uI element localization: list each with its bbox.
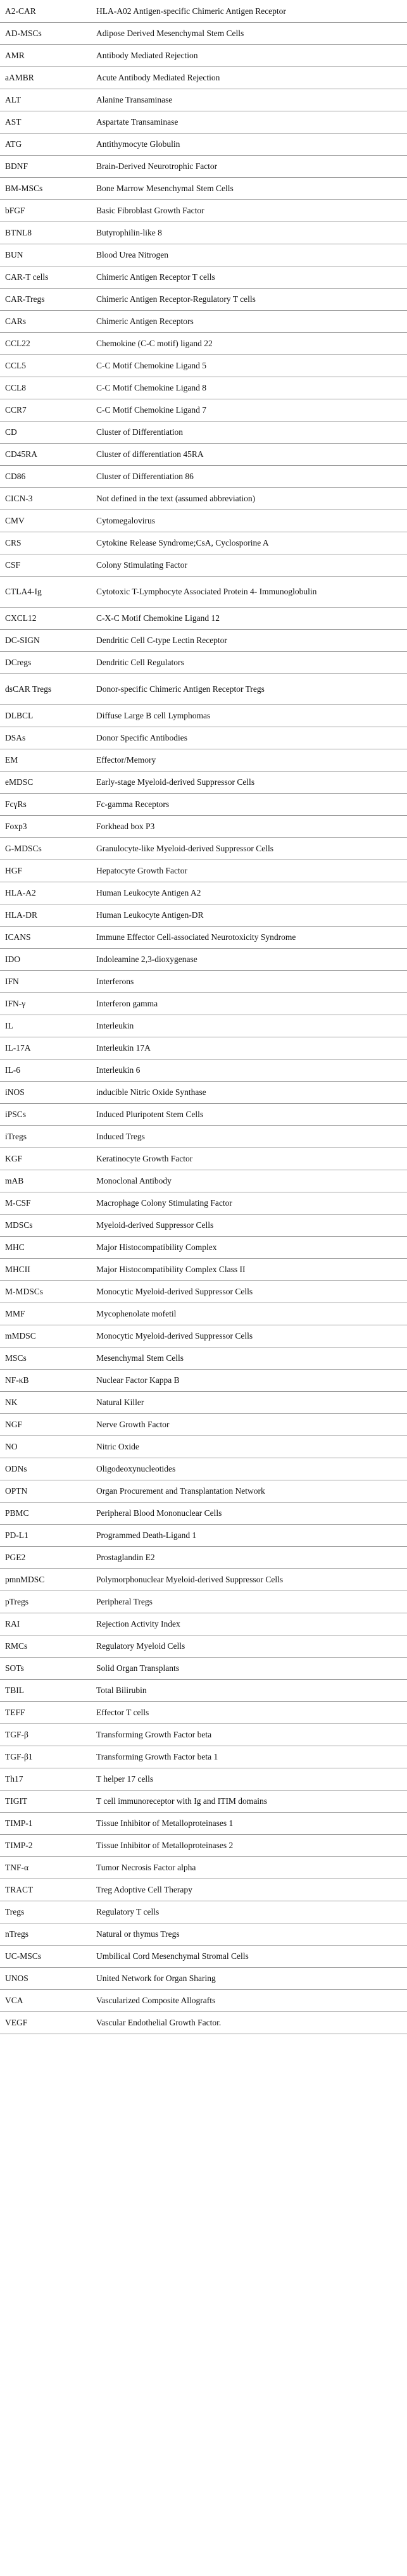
abbreviation-cell: UNOS [0,1967,90,1989]
table-row [0,1524,407,1546]
table-row [0,926,407,948]
abbreviation-cell: BUN [0,244,90,266]
abbreviation-cell: pmnMDSC [0,1568,90,1591]
definition-cell: Major Histocompatibility Complex [90,1236,407,1258]
table-row [0,1746,407,1768]
abbreviation-cell: Foxp3 [0,815,90,837]
definition-cell: Basic Fibroblast Growth Factor [90,199,407,222]
table-row [0,837,407,860]
definition-cell: Immune Effector Cell-associated Neurotoxicity Syndrome [90,926,407,948]
definition-cell: Early-stage Myeloid-derived Suppressor Cells [90,771,407,793]
abbreviation-cell: MHCII [0,1258,90,1280]
definition-cell: Transforming Growth Factor beta 1 [90,1746,407,1768]
table-row [0,1037,407,1059]
table-row [0,1480,407,1502]
table-row [0,1568,407,1591]
table-row [0,1081,407,1103]
table-row [0,749,407,771]
table-row [0,1901,407,1923]
table-row [0,1369,407,1391]
definition-cell: Vascular Endothelial Growth Factor. [90,2011,407,2034]
definition-cell: Induced Pluripotent Stem Cells [90,1103,407,1125]
abbreviation-cell: TEFF [0,1701,90,1723]
abbreviation-cell: iNOS [0,1081,90,1103]
definition-cell: Interleukin 6 [90,1059,407,1081]
abbreviation-cell: ICANS [0,926,90,948]
table-row [0,904,407,926]
definition-cell: Cluster of Differentiation [90,421,407,443]
definition-cell: Not defined in the text (assumed abbreviation) [90,487,407,510]
definition-cell: Major Histocompatibility Complex Class II [90,1258,407,1280]
abbreviation-cell: DCregs [0,651,90,673]
abbreviation-cell: MHC [0,1236,90,1258]
table-row [0,1192,407,1214]
abbreviation-cell: TIMP-2 [0,1834,90,1856]
definition-cell: Granulocyte-like Myeloid-derived Suppressor Cells [90,837,407,860]
abbreviation-cell: HGF [0,860,90,882]
definition-cell: Interferons [90,970,407,992]
definition-cell: Tumor Necrosis Factor alpha [90,1856,407,1879]
definition-cell: Polymorphonuclear Myeloid-derived Suppressor Cells [90,1568,407,1591]
definition-cell: Tissue Inhibitor of Metalloproteinases 1 [90,1812,407,1834]
table-row [0,1347,407,1369]
table-row [0,554,407,576]
definition-cell: Indoleamine 2,3-dioxygenase [90,948,407,970]
table-row [0,89,407,111]
definition-cell: Rejection Activity Index [90,1613,407,1635]
definition-cell: T helper 17 cells [90,1768,407,1790]
table-row [0,155,407,177]
abbreviation-cell: CSF [0,554,90,576]
table-row [0,66,407,89]
definition-cell: Human Leukocyte Antigen A2 [90,882,407,904]
table-row [0,443,407,465]
table-row [0,1945,407,1967]
definition-cell: Human Leukocyte Antigen-DR [90,904,407,926]
abbreviation-cell: CD45RA [0,443,90,465]
abbreviation-cell: dsCAR Tregs [0,673,90,704]
definition-cell: Cytomegalovirus [90,510,407,532]
abbreviation-cell: MSCs [0,1347,90,1369]
abbreviation-cell: CCL22 [0,332,90,354]
abbreviation-cell: eMDSC [0,771,90,793]
definition-cell: C-C Motif Chemokine Ligand 5 [90,354,407,377]
table-row [0,199,407,222]
abbreviation-cell: ATG [0,133,90,155]
abbreviation-cell: FcγRs [0,793,90,815]
definition-cell: Blood Urea Nitrogen [90,244,407,266]
table-row [0,1280,407,1303]
abbreviation-cell: NO [0,1435,90,1458]
abbreviation-cell: PGE2 [0,1546,90,1568]
abbreviation-cell: mAB [0,1170,90,1192]
abbreviation-cell: IL-6 [0,1059,90,1081]
table-row [0,629,407,651]
definition-cell: Nerve Growth Factor [90,1413,407,1435]
abbreviation-cell: Tregs [0,1901,90,1923]
definition-cell: Diffuse Large B cell Lymphomas [90,704,407,727]
abbreviation-cell: VEGF [0,2011,90,2034]
definition-cell: C-C Motif Chemokine Ligand 8 [90,377,407,399]
definition-cell: Nitric Oxide [90,1435,407,1458]
abbreviation-cell: RAI [0,1613,90,1635]
table-row [0,244,407,266]
table-row [0,1546,407,1568]
abbreviation-cell: DSAs [0,727,90,749]
definition-cell: Interleukin [90,1015,407,1037]
abbreviation-cell: VCA [0,1989,90,2011]
table-row [0,771,407,793]
table-row [0,1879,407,1901]
abbreviation-cell: M-CSF [0,1192,90,1214]
abbreviation-cell: NF-κB [0,1369,90,1391]
table-row [0,704,407,727]
table-row [0,1923,407,1945]
definition-cell: Colony Stimulating Factor [90,554,407,576]
table-row [0,510,407,532]
definition-cell: Tissue Inhibitor of Metalloproteinases 2 [90,1834,407,1856]
table-row [0,222,407,244]
definition-cell: Macrophage Colony Stimulating Factor [90,1192,407,1214]
table-row [0,1812,407,1834]
abbreviation-cell: nTregs [0,1923,90,1945]
abbreviation-cell: MMF [0,1303,90,1325]
abbreviation-cell: NGF [0,1413,90,1435]
table-row [0,1701,407,1723]
abbreviation-cell: IL-17A [0,1037,90,1059]
table-row [0,1834,407,1856]
abbreviation-cell: SOTs [0,1657,90,1679]
abbreviation-cell: EM [0,749,90,771]
table-row [0,1325,407,1347]
table-row [0,377,407,399]
abbreviation-cell: TIMP-1 [0,1812,90,1834]
definition-cell: United Network for Organ Sharing [90,1967,407,1989]
definition-cell: Hepatocyte Growth Factor [90,860,407,882]
table-row [0,1458,407,1480]
abbreviation-cell: mMDSC [0,1325,90,1347]
definition-cell: Monocytic Myeloid-derived Suppressor Cells [90,1325,407,1347]
table-row [0,1125,407,1147]
table-row [0,399,407,421]
definition-cell: Antithymocyte Globulin [90,133,407,155]
table-row [0,1790,407,1812]
table-row [0,727,407,749]
table-row [0,1502,407,1524]
abbreviation-cell: CXCL12 [0,607,90,629]
table-row [0,1768,407,1790]
definition-cell: Natural or thymus Tregs [90,1923,407,1945]
abbreviation-cell: CD86 [0,465,90,487]
definition-cell: Prostaglandin E2 [90,1546,407,1568]
abbreviation-cell: ALT [0,89,90,111]
definition-cell: Treg Adoptive Cell Therapy [90,1879,407,1901]
table-row [0,1413,407,1435]
table-row [0,793,407,815]
definition-cell: Myeloid-derived Suppressor Cells [90,1214,407,1236]
table-row [0,1015,407,1037]
definition-cell: Effector/Memory [90,749,407,771]
table-row [0,266,407,288]
table-row [0,1989,407,2011]
abbreviation-cell: Th17 [0,1768,90,1790]
abbreviation-cell: CTLA4-Ig [0,576,90,607]
definition-cell: Monoclonal Antibody [90,1170,407,1192]
definition-cell: Dendritic Cell Regulators [90,651,407,673]
definition-cell: Chimeric Antigen Receptor-Regulatory T cells [90,288,407,310]
table-row [0,1679,407,1701]
abbreviation-cell: IDO [0,948,90,970]
table-row [0,421,407,443]
table-row [0,651,407,673]
abbreviation-cell: PD-L1 [0,1524,90,1546]
abbreviation-cell: NK [0,1391,90,1413]
table-row [0,487,407,510]
abbreviation-cell: BM-MSCs [0,177,90,199]
abbreviation-cell: BTNL8 [0,222,90,244]
table-row [0,133,407,155]
abbreviation-cell: M-MDSCs [0,1280,90,1303]
definition-cell: Nuclear Factor Kappa B [90,1369,407,1391]
table-row [0,576,407,607]
definition-cell: Programmed Death-Ligand 1 [90,1524,407,1546]
abbreviation-cell: AMR [0,44,90,66]
definition-cell: Brain-Derived Neurotrophic Factor [90,155,407,177]
definition-cell: Peripheral Tregs [90,1591,407,1613]
definition-cell: Total Bilirubin [90,1679,407,1701]
definition-cell: Chimeric Antigen Receptor T cells [90,266,407,288]
abbreviation-cell: CD [0,421,90,443]
definition-cell: Mycophenolate mofetil [90,1303,407,1325]
abbreviation-cell: BDNF [0,155,90,177]
definition-cell: Natural Killer [90,1391,407,1413]
table-row [0,22,407,44]
abbreviation-cell: DC-SIGN [0,629,90,651]
definition-cell: inducible Nitric Oxide Synthase [90,1081,407,1103]
definition-cell: Mesenchymal Stem Cells [90,1347,407,1369]
abbreviation-cell: CAR-T cells [0,266,90,288]
definition-cell: Aspartate Transaminase [90,111,407,133]
table-row [0,332,407,354]
definition-cell: Antibody Mediated Rejection [90,44,407,66]
table-row [0,1723,407,1746]
abbreviation-cell: TIGIT [0,1790,90,1812]
abbreviation-cell: bFGF [0,199,90,222]
abbreviation-cell: OPTN [0,1480,90,1502]
abbreviation-cell: CARs [0,310,90,332]
definition-cell: Chimeric Antigen Receptors [90,310,407,332]
abbreviation-cell: ODNs [0,1458,90,1480]
abbreviation-cell: CAR-Tregs [0,288,90,310]
definition-cell: C-X-C Motif Chemokine Ligand 12 [90,607,407,629]
definition-cell: Solid Organ Transplants [90,1657,407,1679]
abbreviation-cell: AD-MSCs [0,22,90,44]
definition-cell: Donor Specific Antibodies [90,727,407,749]
definition-cell: Forkhead box P3 [90,815,407,837]
table-row [0,1391,407,1413]
table-row [0,882,407,904]
abbreviation-cell: KGF [0,1147,90,1170]
table-row [0,1967,407,1989]
definition-cell: Butyrophilin-like 8 [90,222,407,244]
definition-cell: Umbilical Cord Mesenchymal Stromal Cells [90,1945,407,1967]
abbreviation-cell: CCR7 [0,399,90,421]
table-row [0,970,407,992]
definition-cell: Regulatory Myeloid Cells [90,1635,407,1657]
abbreviation-cell: TRACT [0,1879,90,1901]
table-row [0,1591,407,1613]
definition-cell: Interleukin 17A [90,1037,407,1059]
abbreviation-cell: TGF-β1 [0,1746,90,1768]
abbreviation-cell: iTregs [0,1125,90,1147]
definition-cell: Keratinocyte Growth Factor [90,1147,407,1170]
definition-cell: Alanine Transaminase [90,89,407,111]
definition-cell: Effector T cells [90,1701,407,1723]
definition-cell: Vascularized Composite Allografts [90,1989,407,2011]
abbreviation-cell: HLA-DR [0,904,90,926]
abbreviation-cell: CCL8 [0,377,90,399]
abbreviation-cell: aAMBR [0,66,90,89]
definition-cell: Peripheral Blood Mononuclear Cells [90,1502,407,1524]
table-row [0,532,407,554]
definition-cell: Bone Marrow Mesenchymal Stem Cells [90,177,407,199]
table-row [0,1657,407,1679]
abbreviation-cell: IFN-γ [0,992,90,1015]
abbreviation-cell: UC-MSCs [0,1945,90,1967]
abbreviation-cell: PBMC [0,1502,90,1524]
definition-cell: Acute Antibody Mediated Rejection [90,66,407,89]
definition-cell: Interferon gamma [90,992,407,1015]
abbreviation-cell: G-MDSCs [0,837,90,860]
abbreviation-cell: TNF-α [0,1856,90,1879]
abbreviation-cell: CICN-3 [0,487,90,510]
table-row [0,1236,407,1258]
table-row [0,1258,407,1280]
table-row [0,310,407,332]
definition-cell: C-C Motif Chemokine Ligand 7 [90,399,407,421]
table-row [0,465,407,487]
table-row [0,1147,407,1170]
table-row [0,0,407,22]
abbreviation-cell: iPSCs [0,1103,90,1125]
abbreviation-cell: IFN [0,970,90,992]
abbreviation-cell: RMCs [0,1635,90,1657]
table-row [0,1103,407,1125]
table-row [0,673,407,704]
table-row [0,177,407,199]
table-row [0,1635,407,1657]
table-row [0,44,407,66]
abbreviation-cell: AST [0,111,90,133]
table-row [0,992,407,1015]
definition-cell: Induced Tregs [90,1125,407,1147]
definition-cell: Cytotoxic T-Lymphocyte Associated Protein 4- Immunoglobulin [90,576,407,607]
table-row [0,860,407,882]
definition-cell: Cluster of Differentiation 86 [90,465,407,487]
definition-cell: Oligodeoxynucleotides [90,1458,407,1480]
table-row [0,948,407,970]
abbreviation-cell: IL [0,1015,90,1037]
table-row [0,288,407,310]
abbreviation-cell: HLA-A2 [0,882,90,904]
definition-cell: Fc-gamma Receptors [90,793,407,815]
abbreviation-cell: CCL5 [0,354,90,377]
definition-cell: T cell immunoreceptor with Ig and ITIM domains [90,1790,407,1812]
abbreviation-cell: TGF-β [0,1723,90,1746]
table-row [0,1303,407,1325]
abbreviation-cell: TBIL [0,1679,90,1701]
definition-cell: Chemokine (C-C motif) ligand 22 [90,332,407,354]
abbreviation-cell: pTregs [0,1591,90,1613]
abbreviation-cell: MDSCs [0,1214,90,1236]
abbreviation-cell: CMV [0,510,90,532]
table-row [0,2011,407,2034]
definition-cell: Organ Procurement and Transplantation Network [90,1480,407,1502]
definition-cell: Cluster of differentiation 45RA [90,443,407,465]
definition-cell: HLA-A02 Antigen-specific Chimeric Antigen Receptor [90,0,407,22]
table-row [0,607,407,629]
abbreviation-cell: CRS [0,532,90,554]
definition-cell: Transforming Growth Factor beta [90,1723,407,1746]
table-row [0,1170,407,1192]
definition-cell: Adipose Derived Mesenchymal Stem Cells [90,22,407,44]
definition-cell: Donor-specific Chimeric Antigen Receptor Tregs [90,673,407,704]
table-row [0,1435,407,1458]
abbreviation-cell: A2-CAR [0,0,90,22]
definition-cell: Regulatory T cells [90,1901,407,1923]
table-row [0,1214,407,1236]
table-row [0,1059,407,1081]
definition-cell: Dendritic Cell C-type Lectin Receptor [90,629,407,651]
table-row [0,815,407,837]
definition-cell: Cytokine Release Syndrome;CsA, Cyclosporine A [90,532,407,554]
table-row [0,1613,407,1635]
table-row [0,354,407,377]
definition-cell: Monocytic Myeloid-derived Suppressor Cells [90,1280,407,1303]
abbreviation-cell: DLBCL [0,704,90,727]
table-row [0,111,407,133]
table-row [0,1856,407,1879]
